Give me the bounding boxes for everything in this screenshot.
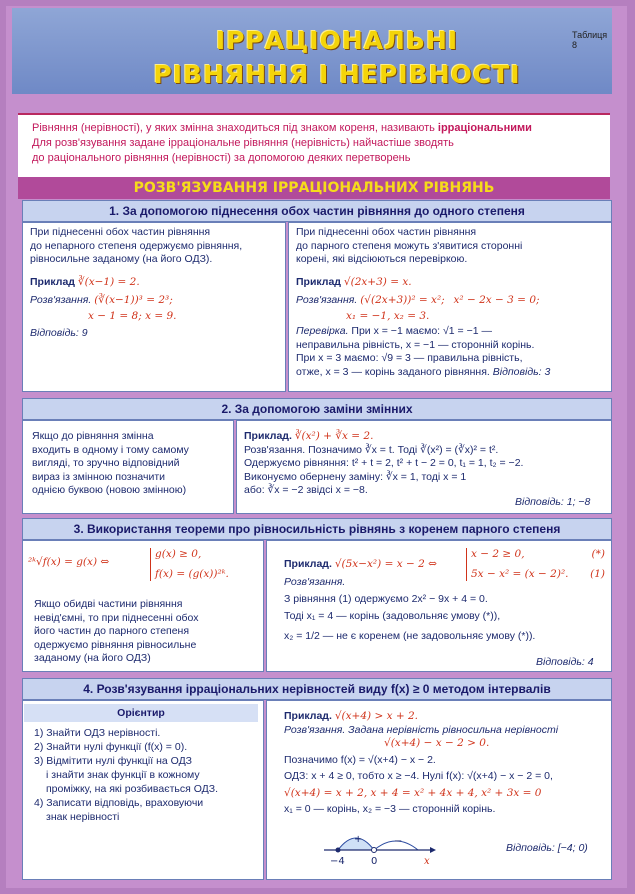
s4-example-formula: √(x+4) > x + 2. [334, 710, 418, 722]
s1-left-solution-1: (∛(x−1))³ = 2³; [94, 294, 173, 306]
label-minus-4: −4 [330, 856, 345, 867]
label-x: x [424, 856, 430, 867]
s1-left-answer: Відповідь: 9 [30, 327, 88, 339]
s1-right-solution-2: x² − 2x − 3 = 0; [453, 294, 540, 306]
s2-left-text-2: входить в одному і тому самому [32, 443, 189, 456]
s2-line-4: або: ∛x = −2 звідсі x = −8. [244, 484, 368, 496]
s3-formula-left: ²ᵏ√f(x) = g(x) ⇔ [28, 556, 110, 568]
page-title [132, 24, 542, 92]
s1-right-solution-3: x₁ = −1, x₂ = 3. [346, 310, 430, 322]
s1-left-solution-2: x − 1 = 8; x = 9. [88, 310, 177, 322]
orientyr-steps [34, 726, 258, 824]
intro-line-3: до раціонального рівняння (нерівності) за допомогою деяких перетворень [32, 152, 411, 164]
s3-left-text-5: заданому (на його ОДЗ) [34, 652, 151, 664]
step-1: 1) Знайти ОДЗ нерівності. [34, 727, 161, 739]
sign-plus: + [354, 834, 363, 845]
s4-line-1: Розв'язання. Задана нерівність рівносильна нерівності [284, 723, 559, 736]
step-4-cont: знак нерівності [46, 811, 120, 823]
s3-line-1: З рівняння (1) одержуємо 2x² − 9x + 4 = 0. [284, 592, 488, 605]
s2-example-formula: ∛(x²) + ∛x = 2. [294, 430, 374, 442]
s1-right-solution [296, 294, 606, 308]
s1-left-text [30, 226, 280, 267]
s1-left-text-1: При піднесенні обох частин рівняння [30, 226, 211, 238]
s3-solution-label: Розв'язання. [284, 576, 346, 588]
s2-line-3: Виконуємо обернену заміну: ∛x = 1, тоді x = 1 [244, 470, 467, 483]
s3-sys-2: 5x − x² = (x − 2)². [471, 567, 569, 580]
s1-left-example [30, 276, 280, 290]
point-minus-4 [336, 848, 341, 853]
section-3-title: 3. Використання теореми про рівносильність рівнянь з коренем парного степеня [22, 518, 612, 540]
s3-example [284, 558, 464, 572]
s2-line-2: Одержуємо рівняння: t² + t = 2, t² + t − 2 = 0, t₁ = 1, t₂ = −2. [244, 457, 524, 469]
s4-line-5: √(x+4) = x + 2, x + 4 = x² + 4x + 4, x² + 3x = 0 [284, 786, 542, 799]
section-4-title: 4. Розв'язування ірраціональних нерівностей виду f(x) ≥ 0 методом інтервалів [22, 678, 612, 700]
intro-text [18, 115, 610, 166]
intro-line-1a: Рівняння (нерівності), у яких змінна знаходиться під знаком кореня, називають [32, 122, 438, 134]
s1-right-text-1: При піднесенні обох частин рівняння [296, 226, 477, 238]
section-band-title: РОЗВ'ЯЗУВАННЯ ІРРАЦІОНАЛЬНИХ РІВНЯНЬ [18, 177, 610, 199]
s1-check-1a: При x = −1 маємо: √1 = −1 — [351, 325, 492, 337]
s1-right-text-3: корені, які відсіюються перевіркою. [296, 253, 468, 265]
s1-check-label: Перевірка. [296, 325, 349, 337]
s1-left-text-2: до непарного степеня одержуємо рівняння, [30, 239, 243, 252]
s2-right-text [244, 430, 606, 498]
s4-example-label: Приклад. [284, 710, 332, 722]
s3-answer: Відповідь: 4 [536, 656, 594, 668]
point-zero [372, 848, 377, 853]
number-line [318, 822, 436, 872]
s3-solution [284, 576, 604, 643]
s1-right-solution-1: (√(2x+3))² = x²; [360, 294, 445, 306]
step-2: 2) Знайти нулі функції (f(x) = 0). [34, 741, 188, 753]
axis-arrow [430, 847, 436, 853]
s2-example-label: Приклад. [244, 430, 292, 442]
s4-solution [284, 710, 606, 817]
s1-left-solution [30, 294, 280, 308]
s3-formula-sys-1: g(x) ≥ 0, [155, 548, 202, 560]
intro-line-1b: ірраціональними [437, 122, 532, 134]
s3-sys-1-tag: (*) [591, 548, 605, 560]
section-2-title: 2. За допомогою заміни змінних [22, 398, 612, 420]
s4-line-3: Позначимо f(x) = √(x+4) − x − 2. [284, 753, 436, 766]
step-3: 3) Відмітити нулі функції на ОДЗ [34, 755, 193, 767]
s2-left-text-1: Якщо до рівняння змінна [32, 430, 154, 442]
s3-left-text [34, 598, 258, 666]
s2-left-text [32, 430, 228, 498]
s3-left-text-2: невід'ємні, то при піднесенні обох [34, 611, 199, 624]
s3-left-text-4: одержуємо рівняння рівносильне [34, 638, 197, 651]
s2-answer: Відповідь: 1; −8 [515, 496, 591, 508]
s1-right-example [296, 276, 606, 290]
s1-right-text [296, 226, 606, 267]
s1-right-example-formula: √(2x+3) = x. [343, 276, 412, 288]
s4-line-4: ОДЗ: x + 4 ≥ 0, тобто x ≥ −4. Нулі f(x): √(x+4) − x − 2 = 0, [284, 770, 553, 782]
s1-check [296, 325, 608, 379]
s1-left-solution-2-wrap [88, 310, 278, 324]
s2-left-text-4: вираз із змінною позначити [32, 470, 166, 483]
intro-box [18, 113, 610, 177]
s1-left-example-formula: ∛(x−1) = 2. [77, 276, 140, 288]
s2-left-text-3: вигляді, то зручно відповідний [32, 457, 180, 469]
s3-left-text-3: його частин до парного степеня [34, 625, 190, 637]
s3-sys-1: x − 2 ≥ 0, [471, 548, 525, 560]
title-line-2: РІВНЯННЯ І НЕРІВНОСТІ [153, 60, 521, 89]
s1-left-example-label: Приклад [30, 276, 75, 288]
s1-right-answer: Відповідь: 3 [492, 365, 551, 378]
s1-check-1b: неправильна рівність, x = −1 — сторонній корінь. [296, 338, 535, 351]
s4-line-6: x₁ = 0 — корінь, x₂ = −3 — сторонній корінь. [284, 803, 496, 815]
sign-minus: − [394, 836, 403, 847]
s3-formula-sys-2: f(x) = (g(x))²ᵏ. [155, 567, 229, 580]
title-line-1: ІРРАЦІОНАЛЬНІ [215, 26, 459, 55]
s3-formula-system [150, 548, 265, 581]
orientyr-heading: Орієнтир [24, 704, 258, 722]
table-label: Таблиця 8 [572, 30, 608, 50]
s3-left-text-1: Якщо обидві частини рівняння [34, 598, 183, 610]
s3-example-label: Приклад. [284, 558, 332, 570]
s1-right-solution-3-wrap [346, 310, 596, 324]
step-3-cont-2: проміжку, на які розбивається ОДЗ. [46, 783, 219, 795]
s3-line-3: x₂ = 1/2 — не є коренем (не задовольняє умову (*)). [284, 629, 536, 642]
s4-answer: Відповідь: [−4; 0) [506, 842, 588, 854]
s1-check-2b: отже, x = 3 — корінь заданого рівняння. [296, 365, 490, 378]
section-1-title: 1. За допомогою піднесення обох частин рівняння до одного степеня [22, 200, 612, 222]
step-3-cont-1: і знайти знак функції в кожному [46, 769, 200, 781]
s2-line-1: Розв'язання. Позначимо ∛x = t. Тоді ∛(x²) = (∛x)² = t². [244, 443, 499, 456]
label-zero: 0 [371, 856, 378, 867]
intro-line-2: Для розв'язування задане ірраціональне рівняння (нерівність) найчастіше зводять [32, 137, 454, 149]
s1-right-text-2: до парного степеня можуть з'явитися сторонні [296, 239, 523, 252]
s1-left-solution-label: Розв'язання. [30, 294, 92, 306]
step-4: 4) Записати відповідь, враховуючи [34, 797, 204, 809]
s1-left-text-3: рівносильне заданому (на його ОДЗ). [30, 253, 213, 265]
s3-line-2: Тоді x₁ = 4 — корінь (задовольняє умову (*)), [284, 610, 501, 622]
s4-line-2: √(x+4) − x − 2 > 0. [384, 737, 490, 749]
s3-sys-2-tag: (1) [590, 567, 605, 580]
s1-check-2a: При x = 3 маємо: √9 = 3 — правильна рівність, [296, 352, 523, 364]
s1-right-example-label: Приклад [296, 276, 341, 288]
header [12, 8, 612, 94]
s1-right-solution-label: Розв'язання. [296, 294, 358, 306]
s3-example-formula: √(5x−x²) = x − 2 ⇔ [334, 558, 437, 570]
s2-left-text-5: однією буквою (новою змінною) [32, 484, 187, 496]
